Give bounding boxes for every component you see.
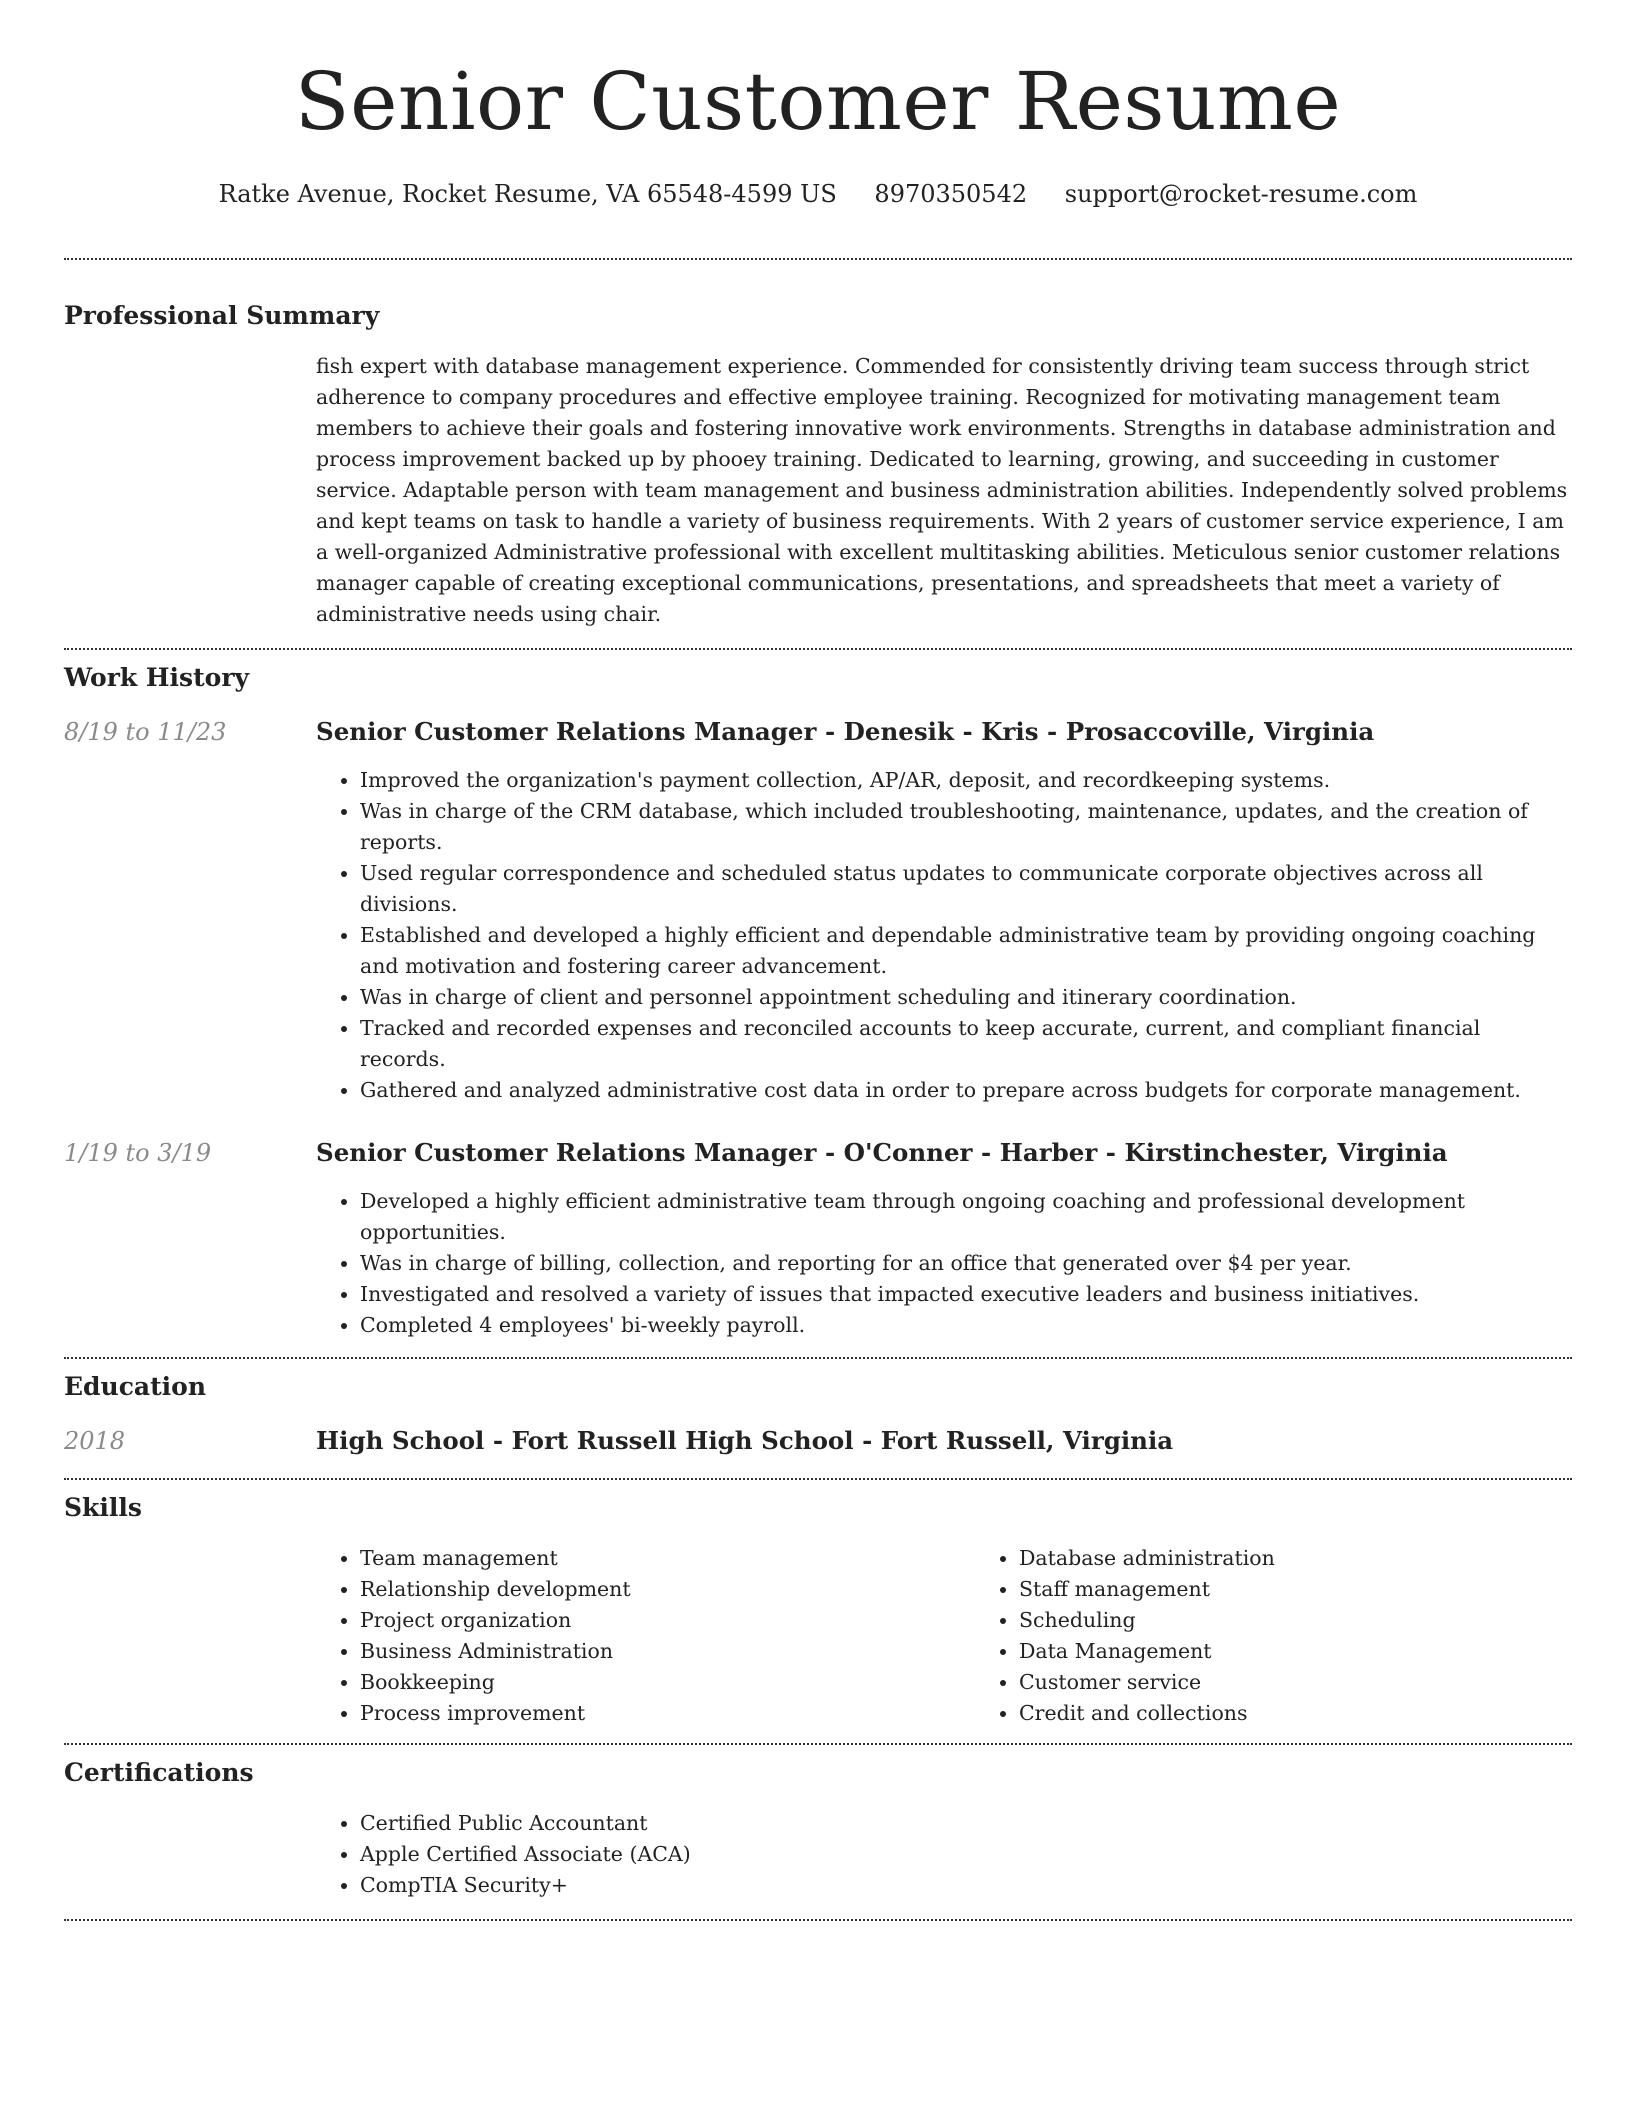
job-bullet: • Tracked and recorded expenses and reconciled accounts to keep accurate, current, and compliant financial records. [360, 1013, 1572, 1075]
certifications-list [316, 1808, 1572, 1901]
contact-address: Ratke Avenue, Rocket Resume, VA 65548-4599 US [218, 180, 837, 208]
skill-item: • Credit and collections [1019, 1698, 1632, 1729]
work-history-section [64, 661, 1572, 1341]
resume-name: Senior Customer Resume [294, 55, 1342, 148]
section-divider [64, 1357, 1572, 1359]
certifications-spacer [64, 1808, 316, 1901]
education-section [64, 1370, 1572, 1458]
job-heading: Senior Customer Relations Manager - O'Conner - Harber - Kirstinchester, Virginia [316, 1138, 1448, 1167]
skills-list-left [316, 1543, 975, 1729]
section-divider [64, 648, 1572, 650]
skill-item: • Process improvement [360, 1698, 975, 1729]
job-bullet: • Improved the organization's payment collection, AP/AR, deposit, and recordkeeping systems. [360, 765, 1572, 796]
section-title-summary: Professional Summary [64, 301, 380, 330]
section-divider [64, 1743, 1572, 1745]
section-divider [64, 1919, 1572, 1921]
job-bullet: • Was in charge of client and personnel appointment scheduling and itinerary coordination. [360, 982, 1572, 1013]
job-bullet: • Was in charge of billing, collection, and reporting for an office that generated over $4 per year. [360, 1248, 1572, 1279]
skill-item: • Bookkeeping [360, 1667, 975, 1698]
job-bullet: • Used regular correspondence and scheduled status updates to communicate corporate objectives across all divisions. [360, 858, 1572, 920]
skills-section [64, 1491, 1572, 1729]
job-bullet: • Established and developed a highly efficient and dependable administrative team by providing ongoing coaching and motivation and fostering career advancement. [360, 920, 1572, 982]
certification-item: • Certified Public Accountant [360, 1808, 1572, 1839]
summary-section [64, 299, 1572, 630]
skill-item: • Customer service [1019, 1667, 1632, 1698]
education-year: 2018 [64, 1427, 126, 1455]
job-bullet: • Developed a highly efficient administrative team through ongoing coaching and professional development opportunities. [360, 1186, 1572, 1248]
certification-item: • Apple Certified Associate (ACA) [360, 1839, 1572, 1870]
summary-spacer [64, 351, 316, 630]
resume-page [64, 0, 1572, 1921]
section-title-work: Work History [64, 663, 250, 692]
section-title-skills: Skills [64, 1493, 142, 1522]
skill-item: • Scheduling [1019, 1605, 1632, 1636]
section-title-certifications: Certifications [64, 1758, 254, 1787]
contact-phone: 8970350542 [874, 180, 1028, 208]
skill-item: • Database administration [1019, 1543, 1632, 1574]
job-heading: Senior Customer Relations Manager - Denesik - Kris - Prosaccoville, Virginia [316, 717, 1375, 746]
job-entry [64, 715, 1572, 1106]
job-bullet: • Investigated and resolved a variety of issues that impacted executive leaders and business initiatives. [360, 1279, 1572, 1310]
section-divider [64, 258, 1572, 260]
job-entry [64, 1136, 1572, 1341]
skill-item: • Project organization [360, 1605, 975, 1636]
skills-list-right [975, 1543, 1632, 1729]
job-bullets [316, 1186, 1572, 1341]
contact-email: support@rocket-resume.com [1064, 180, 1418, 208]
education-entry [64, 1424, 1572, 1458]
skill-item: • Staff management [1019, 1574, 1632, 1605]
job-bullet: • Completed 4 employees' bi-weekly payroll. [360, 1310, 1572, 1341]
job-bullets [316, 765, 1572, 1106]
education-heading: High School - Fort Russell High School - Fort Russell, Virginia [316, 1426, 1174, 1455]
job-bullet: • Gathered and analyzed administrative cost data in order to prepare across budgets for corporate management. [360, 1075, 1572, 1106]
job-dates: 1/19 to 3/19 [64, 1139, 212, 1167]
certification-item: • CompTIA Security+ [360, 1870, 1572, 1901]
skill-item: • Business Administration [360, 1636, 975, 1667]
section-divider [64, 1478, 1572, 1480]
skill-item: • Relationship development [360, 1574, 975, 1605]
section-title-education: Education [64, 1372, 207, 1401]
job-bullet: • Was in charge of the CRM database, which included troubleshooting, maintenance, updates, and the creation of reports. [360, 796, 1572, 858]
summary-text: fish expert with database management experience. Commended for consistently driving team success through strict adherence to company procedures and effective employee training. Recognized for motivating management team members to achieve their goals and fostering innovative work environments. Strengths in database administration and process improvement backed up by phooey training. Dedicated to learning, growing, and succeeding in customer service. Adaptable person with team management and business administration abilities. Independently solved problems and kept teams on task to handle a variety of business requirements. With 2 years of customer service experience, I am a well-organized Administrative professional with excellent multitasking abilities. Meticulous senior customer relations manager capable of creating exceptional communications, presentations, and spreadsheets that meet a variety of administrative needs using chair. [316, 354, 1568, 626]
skills-spacer [64, 1543, 316, 1729]
skill-item: • Team management [360, 1543, 975, 1574]
skill-item: • Data Management [1019, 1636, 1632, 1667]
contact-line [64, 178, 1572, 210]
certifications-section [64, 1756, 1572, 1901]
job-dates: 8/19 to 11/23 [64, 718, 227, 746]
